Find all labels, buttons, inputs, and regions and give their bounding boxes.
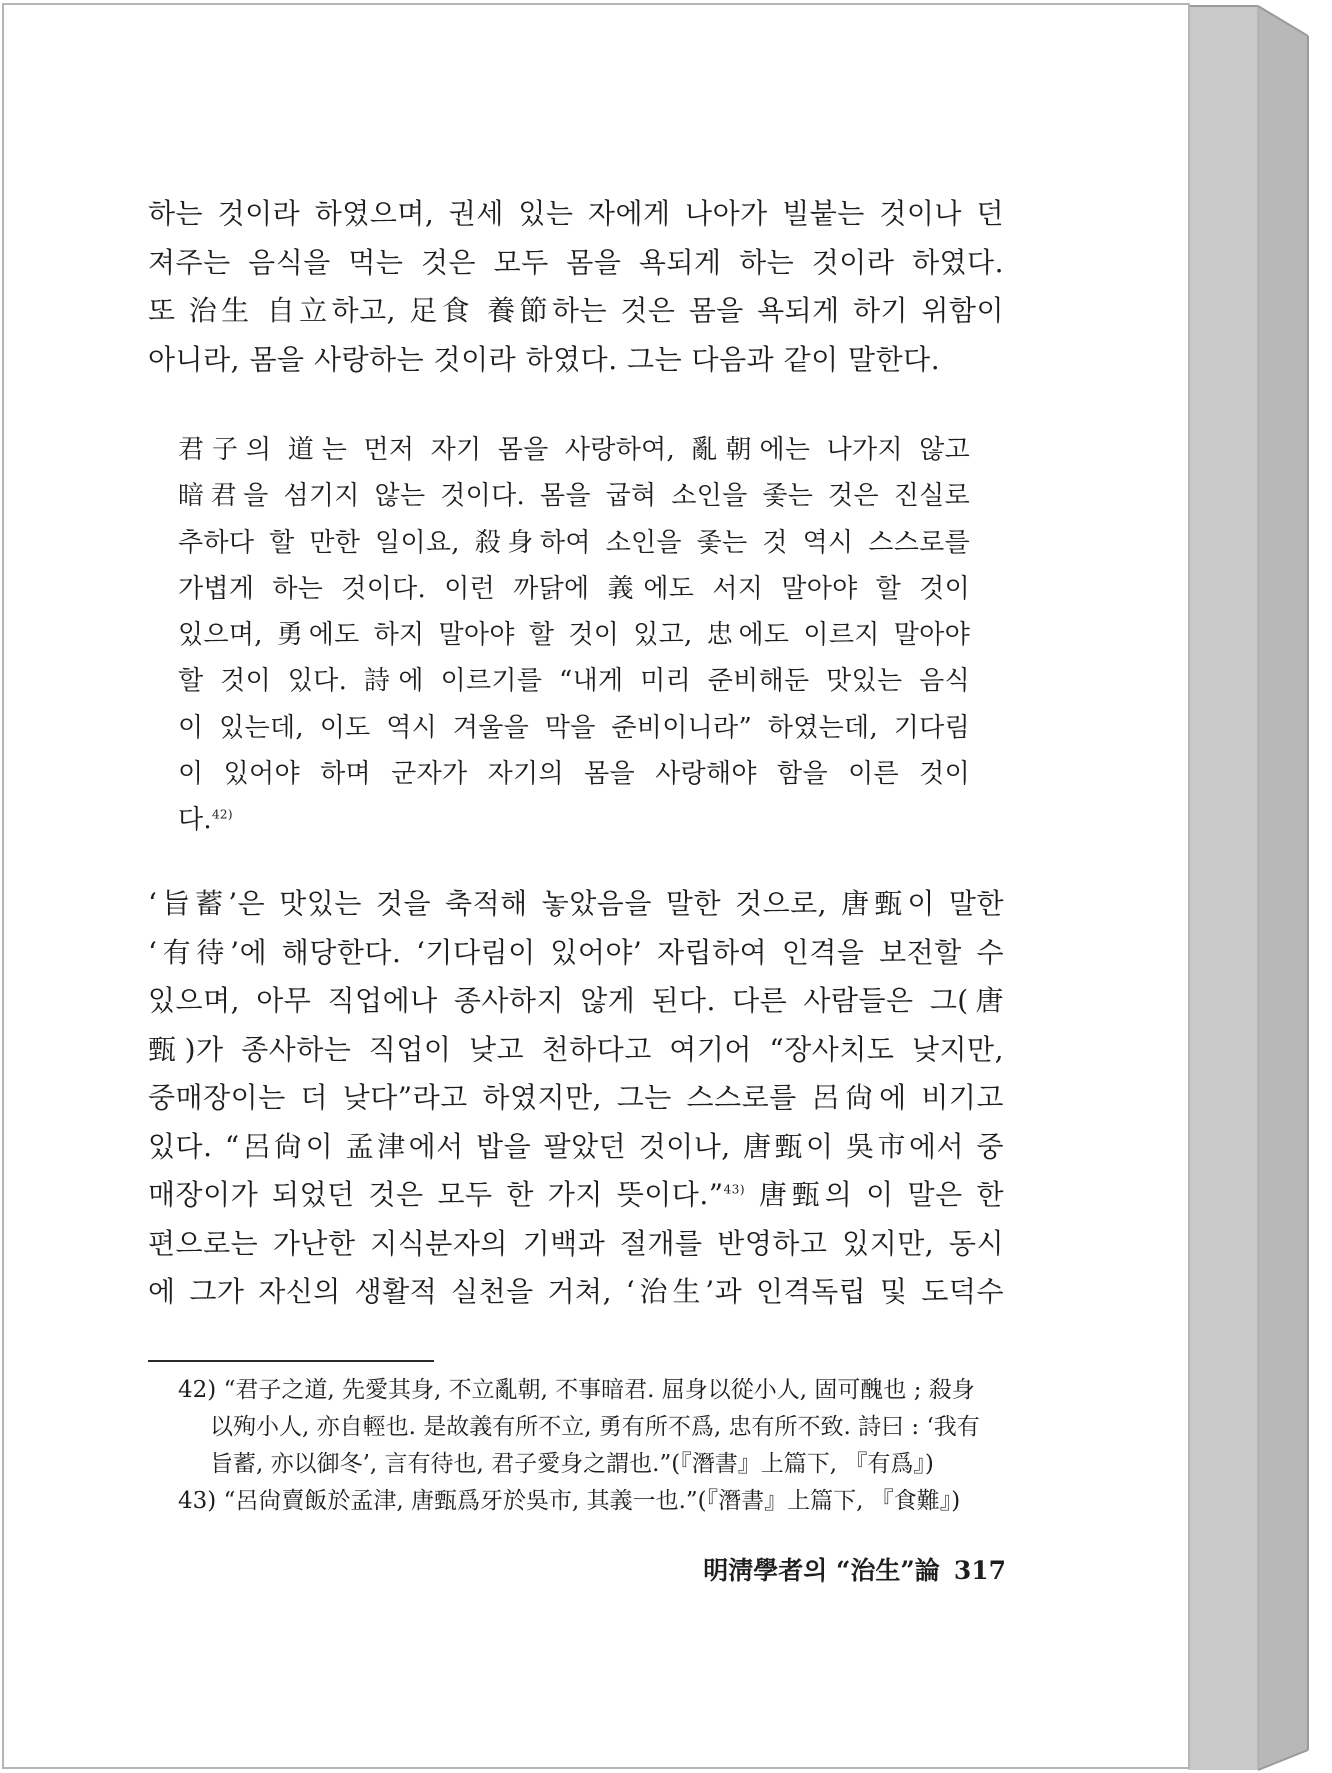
footnote-text: 旨蓄, 亦以御冬’, 言有待也, 君子愛身之謂也.”(『潛書』上篇下, 『有爲』)	[210, 1451, 934, 1477]
paragraph-line: 편으로는 가난한 지식분자의 기백과 절개를 반영하고 있지만, 동시	[148, 1226, 1004, 1260]
body-paragraph-2	[148, 880, 1004, 1317]
paragraph-line: 져주는 음식을 먹는 것은 모두 몸을 욕되게 하는 것이라 하였다.	[148, 245, 1004, 279]
footnote-number: 43)	[178, 1488, 217, 1514]
footnote-number: 42)	[178, 1377, 217, 1403]
footnote-ref-42: 42)	[211, 807, 233, 822]
footnote-text: 以殉小人, 亦自輕也. 是故義有所不立, 勇有所不爲, 忠有所不致. 詩曰 : ‘我有	[210, 1414, 980, 1440]
footnote-divider	[148, 1360, 434, 1362]
quote-line: 가볍게 하는 것이다. 이런 까닭에 義에도 서지 말아야 할 것이	[178, 573, 970, 604]
paragraph-line: 있으며, 아무 직업에나 종사하지 않게 된다. 다른 사람들은 그(唐	[148, 984, 1004, 1017]
paragraph-line: ‘旨蓄’은 맛있는 것을 축적해 놓았음을 말한 것으로, 唐甄이 말한	[148, 887, 1004, 920]
quote-line: 이 있는데, 이도 역시 겨울을 막을 준비이니라” 하였는데, 기다림	[178, 712, 970, 743]
quote-last-line	[178, 797, 970, 843]
block-quote	[178, 427, 970, 844]
footnote-first-line	[178, 1372, 1004, 1409]
footnotes	[178, 1372, 1004, 1520]
body-paragraph-1	[148, 190, 1004, 384]
paragraph-line: 매장이가 되었던 것은 모두 한 가지 뜻이다.”	[148, 1178, 724, 1211]
footnote-text: “君子之道, 先愛其身, 不立亂朝, 不事暗君. 屈身以從小人, 固可醜也 ; 殺身	[223, 1377, 975, 1403]
footnote-43	[178, 1483, 1004, 1520]
page-number: 317	[953, 1556, 1006, 1585]
running-footer	[703, 1551, 1006, 1587]
footnote-42	[178, 1372, 1004, 1483]
quote-line: 할 것이 있다. 詩에 이르기를 “내게 미리 준비해둔 맛있는 음식	[178, 666, 970, 697]
quote-line: 이 있어야 하며 군자가 자기의 몸을 사랑해야 함을 이른 것이	[178, 759, 970, 790]
paragraph-line: 또 治生 自立하고, 足食 養節하는 것은 몸을 욕되게 하기 위함이	[148, 294, 1004, 327]
running-title: 明淸學者의 “治生”論	[703, 1556, 940, 1585]
quote-line: 暗君을 섬기지 않는 것이다. 몸을 굽혀 소인을 좇는 것은 진실로	[178, 481, 970, 512]
paragraph-line: 하는 것이라 하였으며, 권세 있는 자에게 나아가 빌붙는 것이나 던	[148, 197, 1004, 230]
paragraph-line: 아니라, 몸을 사랑하는 것이라 하였다. 그는 다음과 같이 말한다.	[148, 342, 941, 376]
footnote-text: “呂尙賣飯於孟津, 唐甄爲牙於吳市, 其義一也.”(『潛書』上篇下, 『食難』)	[223, 1488, 961, 1514]
paragraph-line: 있다. “呂尙이 孟津에서 밥을 팔았던 것이나, 唐甄이 吳市에서 중	[148, 1129, 1004, 1163]
paragraph-line: ‘有待’에 해당한다. ‘기다림이 있어야’ 자립하여 인격을 보전할 수	[148, 935, 1004, 969]
quote-line: 다.	[178, 805, 212, 836]
paragraph-line: 甄)가 종사하는 직업이 낮고 천하다고 여기어 “장사치도 낮지만,	[148, 1032, 1004, 1066]
paragraph-line: 에 그가 자신의 생활적 실천을 거쳐, ‘治生’과 인격독립 및 도덕수	[148, 1275, 1004, 1308]
quote-line: 있으며, 勇에도 하지 말아야 할 것이 있고, 忠에도 이르지 말아야	[178, 620, 970, 651]
paragraph-line: 중매장이는 더 낮다”라고 하였지만, 그는 스스로를 呂尙에 비기고	[148, 1081, 1004, 1114]
paragraph-line-tail: 唐甄의 이 말은 한	[745, 1178, 1005, 1211]
footnote-ref-43: 43)	[723, 1182, 746, 1197]
footnote-first-line	[178, 1483, 1004, 1520]
paragraph-line-with-ref	[148, 1171, 1004, 1220]
quote-line: 君子의 道는 먼저 자기 몸을 사랑하여, 亂朝에는 나가지 않고	[178, 435, 970, 465]
book-edge-illustration	[1188, 0, 1328, 1773]
quote-line: 추하다 할 만한 일이요, 殺身하여 소인을 좇는 것 역시 스스로를	[178, 527, 970, 558]
